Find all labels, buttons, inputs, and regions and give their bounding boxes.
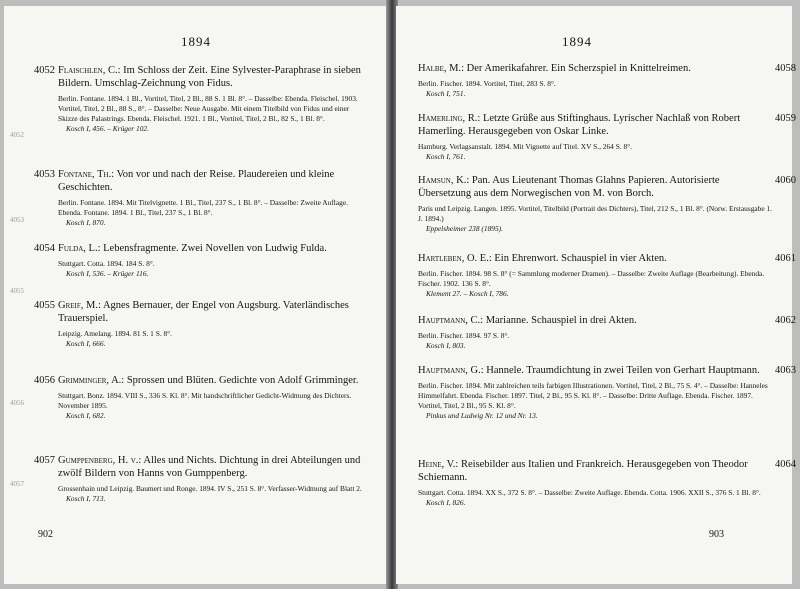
bibliography-entry [418,62,796,99]
entry-number: 4063 [775,365,796,376]
bibliography-entry [34,299,366,349]
entry-reference: Kosch I, 870. [66,218,106,227]
entry-number: 4064 [775,459,796,470]
entry-author: Halbe, M.: [418,63,464,74]
entry-title: Hannele. Traumdichtung in zwei Teilen von Gerhart Hauptmann. [486,365,760,376]
entry-description: Berlin. Fischer. 1894. 98 S. 8° (= Sammlung moderner Dramen). – Dasselbe: Zweite Auflage (Bearbeitung). Ebenda. Fischer. 1902. 136 S. 8°. [418,269,765,288]
entry-title-line [418,62,774,75]
entry-description: Hamburg. Verlagsanstalt. 1894. Mit Vignette auf Titel. XV S., 264 S. 8°. [418,142,633,151]
entry-title-line [418,174,774,200]
entry-description: Grossenhain und Leipzig. Baumert und Ronge. 1894. IV S., 251 S. 8°. Verfasser-Widmung auf Blatt 2. [58,484,362,493]
entry-title-line [34,242,366,255]
entry-title: Der Amerikafahrer. Ein Scherzspiel in Knittelreimen. [466,63,691,74]
entry-description: Berlin. Fontane. 1894. 1 Bl., Vortitel, Titel, 2 Bl., 88 S. 1 Bl. 8°. – Dasselbe: Ebenda. Fleischel. 1903. Vortitel, Titel, 2 Bl., 88 S., 8°. – Dasselbe: Neue Ausgabe. Mit einem Titelbild von Fidus und einer Skizze des Palastrings. Ebenda. Fleischel. 1921. 1 Bl., Vortitel, Titel, 2 Bl., 82 S., 1 Bl. 8°. [58,94,358,123]
entry-reference: Kosch I, 666. [66,339,106,348]
entry-number: 4061 [775,253,796,264]
entry-reference: Eppelsheimer 238 (1895). [426,224,503,233]
left-page [4,6,388,584]
bibliography-entry [418,314,796,351]
entry-author: Hauptmann, G.: [418,365,484,376]
entry-title-line [418,112,774,138]
page-number: 902 [38,529,53,540]
entry-title: Pan. Aus Lieutenant Thomas Glahns Papieren. Autorisierte Übersetzung aus dem Norwegischen von M. von Borch. [418,175,720,199]
entry-title: Lebensfragmente. Zwei Novellen von Ludwig Fulda. [103,243,327,254]
entry-title: Ein Ehrenwort. Schauspiel in vier Akten. [494,253,667,264]
entry-title: Marianne. Schauspiel in drei Akten. [485,315,637,326]
entry-number: 4056 [34,375,55,386]
entry-number: 4053 [34,169,55,180]
entry-description: Berlin. Fontane. 1894. Mit Titelvignette. 1 Bl., Titel, 237 S., 1 Bl. 8°. – Dasselbe: Zweite Auflage. Ebenda. Fontane. 1894. 1 Bl., Titel, 237 S., 1 Bl. 8°. [58,198,348,217]
entry-title-line [418,458,774,484]
entry-number: 4062 [775,315,796,326]
bibliography-entry [34,374,366,421]
entry-number: 4052 [34,65,55,76]
entry-description: Leipzig. Amelang. 1894. 81 S. 1 S. 8°. [58,329,173,338]
entry-title: Letzte Grüße aus Stiftinghaus. Lyrischer Nachlaß von Robert Hamerling. Herausgegeben von Oskar Linke. [418,113,741,137]
entry-title: Im Schloss der Zeit. Eine Sylvester-Paraphrase in sieben Bildern. Umschlag-Zeichnung von Fidus. [58,65,361,89]
entry-description: Paris und Leipzig. Langen. 1895. Vortitel, Titelbild (Portrait des Dichters), Titel, 212 S., 1 Bl. 8°. (Norw. Erstausgabe 1. J. 1894.) [418,204,773,223]
bibliography-entry [34,64,366,134]
entry-description: Berlin. Fischer. 1894. Vortitel, Titel, 283 S. 8°. [418,79,556,88]
entry-author: Grimminger, A.: [58,375,125,386]
entry-author: Gumppenberg, H. v.: [58,455,142,466]
entry-author: Hamsun, K.: [418,175,470,186]
entry-title-line [34,64,366,90]
entry-number: 4059 [775,113,796,124]
entry-title: Alles und Nichts. Dichtung in drei Abteilungen und zwölf Bildern von Hanns von Gumppenberg. [58,455,361,479]
entry-author: Fontane, Th.: [58,169,115,180]
page-year: 1894 [562,34,592,49]
entry-reference: Kosch I, 456. – Krüger 102. [66,124,149,133]
bibliography-entry [418,364,796,421]
entry-reference: Kosch I, 826. [426,498,466,507]
entry-reference: Kosch I, 751. [426,89,466,98]
page-year: 1894 [181,34,211,49]
entry-title-line [34,168,366,194]
entry-reference: Klement 27. – Kosch I, 786. [426,289,509,298]
entry-title: Von vor und nach der Reise. Plaudereien und kleine Geschichten. [58,169,335,193]
entry-description: Berlin. Fischer. 1894. Mit zahlreichen teils farbigen Illustrationen. Vortitel, Titel, 2 Bl., 75 S. 4°. – Dasselbe: Hanneles Himmelfahrt. Ebenda. Fischer. 1897. Titel, 2 Bl., 95 S. Kl. 8°. – Dasselbe: Dritte Auflage. Ebenda. Fischer. 1897. Vortitel, Titel, 2 Bl., 95 S. Kl. 8°. [418,381,768,410]
entry-reference: Kosch I, 713. [66,494,106,503]
entry-title: Sprossen und Blüten. Gedichte von Adolf Grimminger. [126,375,359,386]
entry-title-line [34,299,366,325]
entry-author: Heine, V.: [418,459,459,470]
entry-description: Stuttgart. Cotta. 1894. 184 S. 8°. [58,259,155,268]
entry-title-line [418,314,774,327]
entry-reference: Kosch I, 536. – Krüger 116. [66,269,149,278]
entry-description: Stuttgart. Cotta. 1894. XX S., 372 S. 8°. – Dasselbe: Zweite Auflage. Ebenda. Cotta. 1906. XXII S., 376 S. 1 Bl. 8°. [418,488,761,497]
margin-pencil-note: 4053 [10,216,24,224]
entry-author: Hartleben, O. E.: [418,253,492,264]
entry-author: Fulda, L.: [58,243,101,254]
margin-pencil-note: 4057 [10,480,24,488]
entry-reference: Kosch I, 803. [426,341,466,350]
entry-number: 4055 [34,300,55,311]
margin-pencil-note: 4055 [10,287,24,295]
entry-description: Stuttgart. Bonz. 1894. VIII S., 336 S. Kl. 8°. Mit handschriftlicher Gedicht-Widmung des Dichters. November 1895. [58,391,352,410]
bibliography-entry [418,252,796,299]
entry-reference: Pinkus und Ludwig Nr. 12 und Nr. 13. [426,411,538,420]
right-page [396,6,796,584]
entry-author: Flaischlen, C.: [58,65,121,76]
entry-author: Hamerling, R.: [418,113,481,124]
bibliography-entry [34,168,366,228]
margin-pencil-note: 4056 [10,399,24,407]
entry-number: 4054 [34,243,55,254]
page-number: 903 [709,529,724,540]
entry-title-line [418,364,774,377]
entry-reference: Kosch I, 682. [66,411,106,420]
entry-title: Reisebilder aus Italien und Frankreich. Herausgegeben von Theodor Schiemann. [418,459,748,483]
bibliography-entry [418,174,796,234]
entry-number: 4060 [775,175,796,186]
entry-title: Agnes Bernauer, der Engel von Augsburg. Vaterländisches Trauerspiel. [58,300,349,324]
entry-number: 4057 [34,455,55,466]
entry-title-line [34,454,366,480]
entry-number: 4058 [775,63,796,74]
margin-pencil-note: 4052 [10,131,24,139]
entry-reference: Kosch I, 761. [426,152,466,161]
entry-author: Greif, M.: [58,300,101,311]
bibliography-entry [418,112,796,162]
entry-title-line [34,374,366,387]
entry-description: Berlin. Fischer. 1894. 97 S. 8°. [418,331,510,340]
bibliography-entry [418,458,796,508]
entry-author: Hauptmann, C.: [418,315,484,326]
entry-title-line [418,252,774,265]
bibliography-entry [34,242,366,279]
bibliography-entry [34,454,366,504]
